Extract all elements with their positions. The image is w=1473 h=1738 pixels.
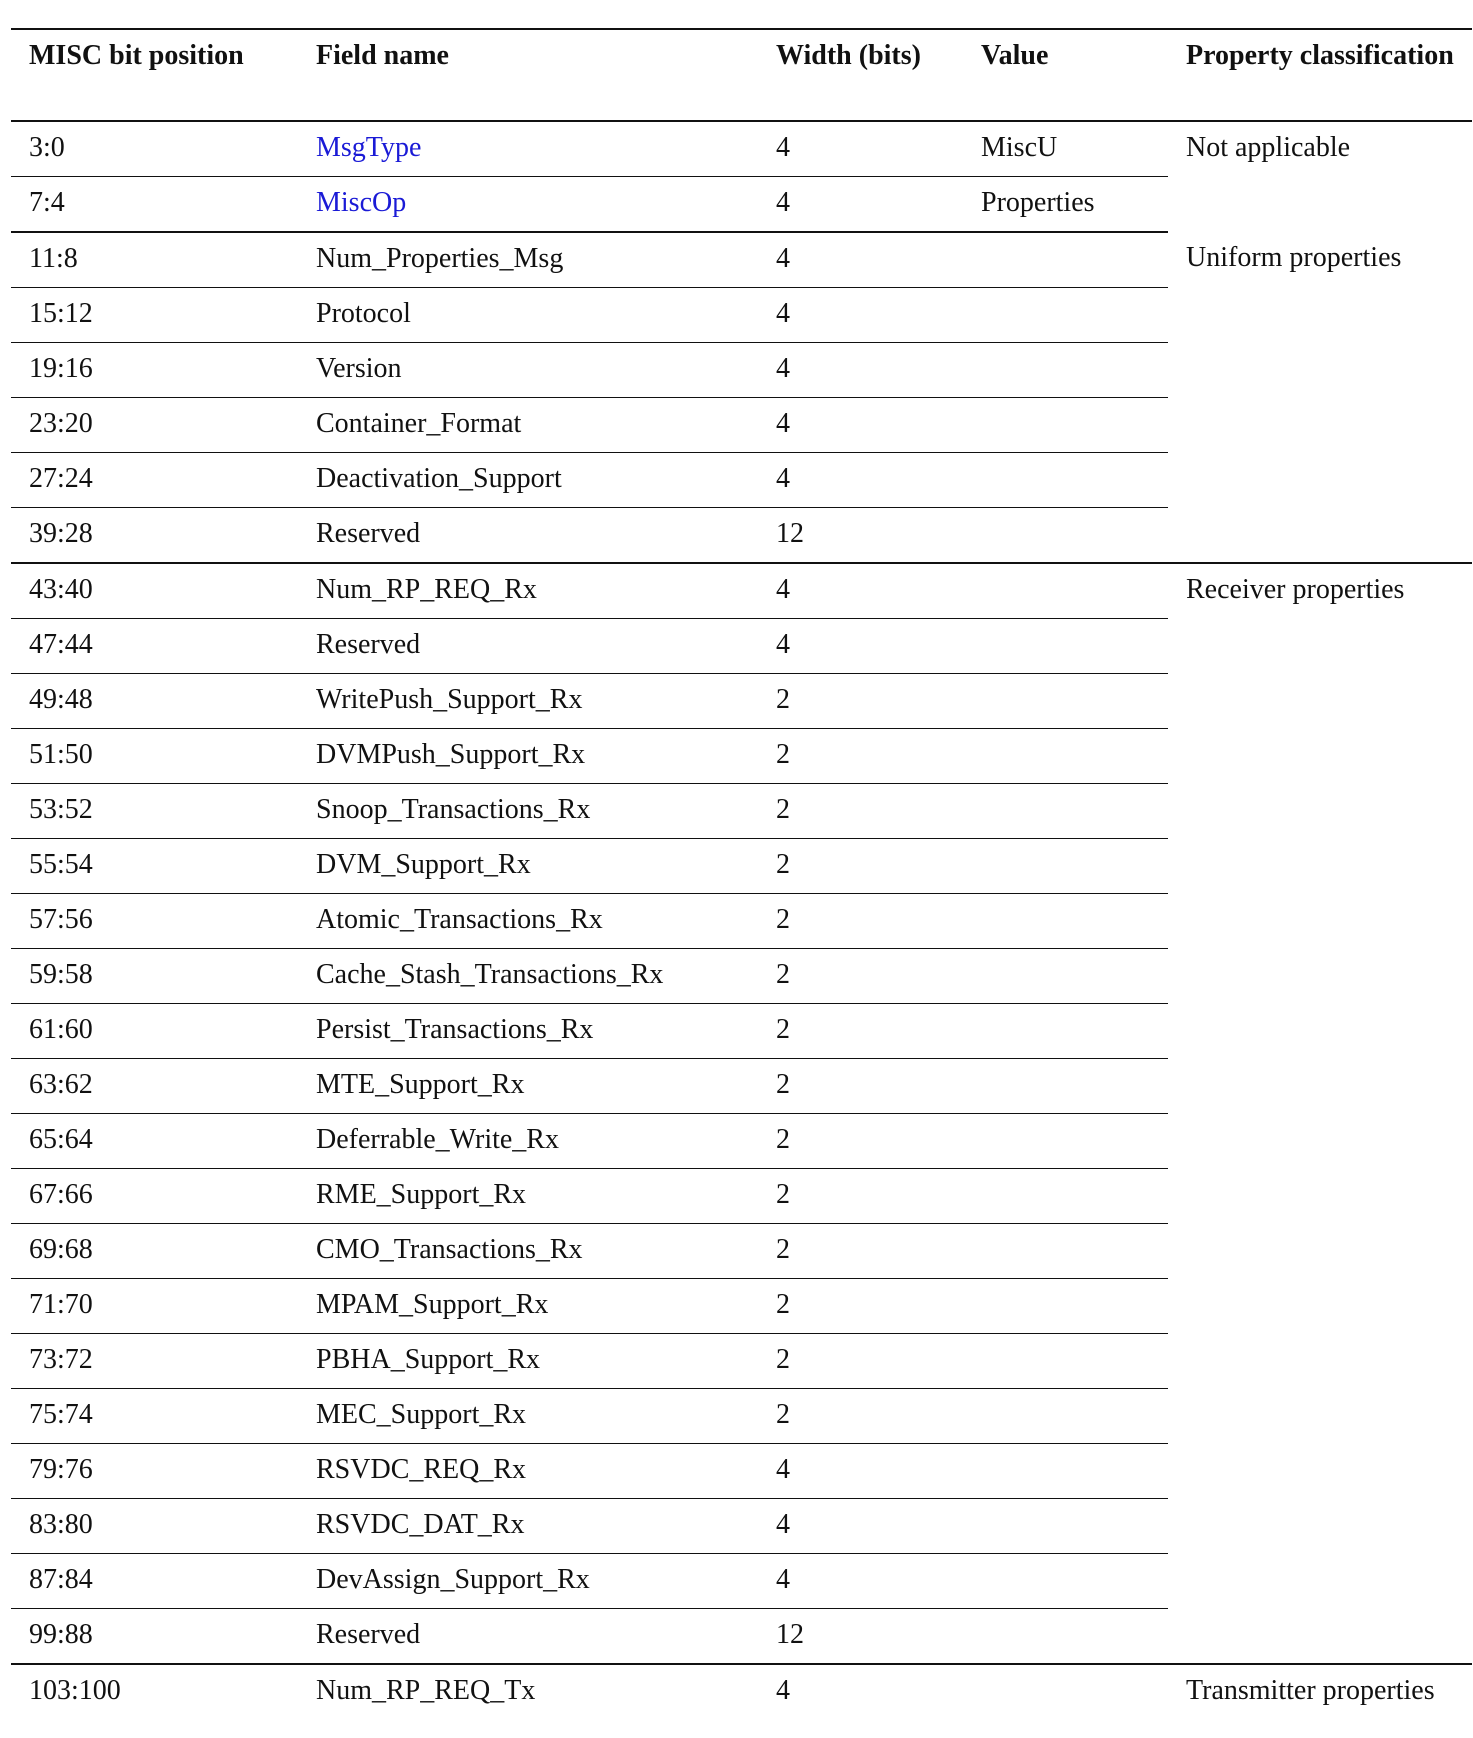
field-name-cell: Version bbox=[298, 343, 758, 398]
table-row bbox=[11, 232, 1472, 288]
field-name-cell: RME_Support_Rx bbox=[298, 1169, 758, 1224]
field-name-cell: Container_Format bbox=[298, 398, 758, 453]
value-cell bbox=[963, 1224, 1168, 1279]
header-classification: Property classification bbox=[1168, 29, 1472, 121]
value-cell bbox=[963, 1114, 1168, 1169]
width-cell: 4 bbox=[758, 232, 963, 288]
bit-position-cell: 47:44 bbox=[11, 619, 298, 674]
field-name-cell: Cache_Stash_Transactions_Rx bbox=[298, 949, 758, 1004]
field-name-cell: MTE_Support_Rx bbox=[298, 1059, 758, 1114]
value-cell bbox=[963, 343, 1168, 398]
bit-position-cell: 23:20 bbox=[11, 398, 298, 453]
field-name-cell: Num_Properties_Msg bbox=[298, 232, 758, 288]
width-cell: 4 bbox=[758, 343, 963, 398]
value-cell bbox=[963, 1334, 1168, 1389]
value-cell bbox=[963, 508, 1168, 564]
table-row bbox=[11, 121, 1472, 177]
value-cell bbox=[963, 563, 1168, 619]
value-cell bbox=[963, 398, 1168, 453]
field-name-cell: Reserved bbox=[298, 619, 758, 674]
bit-position-cell: 99:88 bbox=[11, 1609, 298, 1665]
field-name-cell: Reserved bbox=[298, 1609, 758, 1665]
value-cell bbox=[963, 619, 1168, 674]
field-name-cell: RSVDC_DAT_Rx bbox=[298, 1499, 758, 1554]
field-name-cell: Reserved bbox=[298, 508, 758, 564]
value-cell bbox=[963, 949, 1168, 1004]
width-cell: 4 bbox=[758, 121, 963, 177]
field-name-cell: DevAssign_Support_Rx bbox=[298, 1554, 758, 1609]
value-cell bbox=[963, 288, 1168, 343]
width-cell: 4 bbox=[758, 453, 963, 508]
width-cell: 2 bbox=[758, 1389, 963, 1444]
width-cell: 4 bbox=[758, 1444, 963, 1499]
value-cell bbox=[963, 1389, 1168, 1444]
width-cell: 4 bbox=[776, 1675, 790, 1706]
width-cell: 2 bbox=[758, 839, 963, 894]
width-cell: 2 bbox=[758, 1059, 963, 1114]
table-row bbox=[11, 563, 1472, 619]
value-cell bbox=[963, 729, 1168, 784]
field-name-cell: MPAM_Support_Rx bbox=[298, 1279, 758, 1334]
field-name-cell: Num_RP_REQ_Rx bbox=[298, 563, 758, 619]
field-name-cell: RSVDC_REQ_Rx bbox=[298, 1444, 758, 1499]
width-cell: 12 bbox=[758, 508, 963, 564]
width-cell: 12 bbox=[758, 1609, 963, 1665]
field-name-cell: MEC_Support_Rx bbox=[298, 1389, 758, 1444]
bit-position-cell: 7:4 bbox=[11, 177, 298, 233]
width-cell: 2 bbox=[758, 1334, 963, 1389]
table-header bbox=[11, 29, 1472, 121]
value-cell bbox=[963, 839, 1168, 894]
width-cell: 4 bbox=[758, 619, 963, 674]
field-name-cell: Num_RP_REQ_Tx bbox=[316, 1675, 536, 1706]
field-name-cell: DVM_Support_Rx bbox=[298, 839, 758, 894]
field-name-cell: WritePush_Support_Rx bbox=[298, 674, 758, 729]
value-cell bbox=[963, 1004, 1168, 1059]
width-cell: 4 bbox=[758, 1554, 963, 1609]
field-name-cell: PBHA_Support_Rx bbox=[298, 1334, 758, 1389]
value-cell bbox=[963, 1059, 1168, 1114]
width-cell: 4 bbox=[758, 563, 963, 619]
width-cell: 4 bbox=[758, 288, 963, 343]
width-cell: 2 bbox=[758, 1114, 963, 1169]
field-name-link[interactable]: MsgType bbox=[298, 121, 758, 177]
value-cell bbox=[963, 1609, 1168, 1665]
field-name-cell: Protocol bbox=[298, 288, 758, 343]
value-cell bbox=[963, 1499, 1168, 1554]
width-cell: 2 bbox=[758, 1004, 963, 1059]
width-cell: 2 bbox=[758, 1279, 963, 1334]
bit-position-cell: 43:40 bbox=[11, 563, 298, 619]
bit-position-cell: 71:70 bbox=[11, 1279, 298, 1334]
value-cell bbox=[963, 674, 1168, 729]
bit-position-cell: 79:76 bbox=[11, 1444, 298, 1499]
bit-position-cell: 69:68 bbox=[11, 1224, 298, 1279]
bit-position-cell: 19:16 bbox=[11, 343, 298, 398]
field-name-cell: CMO_Transactions_Rx bbox=[298, 1224, 758, 1279]
bit-position-cell: 59:58 bbox=[11, 949, 298, 1004]
value-cell: Properties bbox=[963, 177, 1168, 233]
width-cell: 2 bbox=[758, 729, 963, 784]
value-cell bbox=[963, 232, 1168, 288]
field-name-cell: Deferrable_Write_Rx bbox=[298, 1114, 758, 1169]
width-cell: 4 bbox=[758, 1499, 963, 1554]
classification-cell: Not applicable bbox=[1186, 132, 1351, 163]
value-cell bbox=[963, 453, 1168, 508]
table-body bbox=[11, 121, 1472, 1738]
header-field-name: Field name bbox=[298, 29, 758, 121]
width-cell: 2 bbox=[758, 1169, 963, 1224]
field-name-cell: Atomic_Transactions_Rx bbox=[298, 894, 758, 949]
bit-position-cell: 73:72 bbox=[11, 1334, 298, 1389]
value-cell bbox=[963, 1664, 1168, 1738]
width-cell: 4 bbox=[758, 177, 963, 233]
width-cell: 2 bbox=[758, 949, 963, 1004]
classification-cell: Receiver properties bbox=[1168, 563, 1472, 1664]
value-cell bbox=[963, 784, 1168, 839]
bit-position-cell: 55:54 bbox=[11, 839, 298, 894]
width-cell: 2 bbox=[758, 784, 963, 839]
misc-properties-table bbox=[11, 28, 1472, 1738]
field-name-cell: Snoop_Transactions_Rx bbox=[298, 784, 758, 839]
bit-position-cell: 27:24 bbox=[11, 453, 298, 508]
width-cell: 2 bbox=[758, 1224, 963, 1279]
table-row bbox=[11, 1664, 1472, 1738]
value-cell: MiscU bbox=[963, 121, 1168, 177]
bit-position-cell: 57:56 bbox=[11, 894, 298, 949]
width-cell: 4 bbox=[758, 398, 963, 453]
header-bit-position: MISC bit position bbox=[11, 29, 298, 121]
width-cell: 2 bbox=[758, 674, 963, 729]
bit-position-cell: 75:74 bbox=[11, 1389, 298, 1444]
bit-position-cell: 83:80 bbox=[11, 1499, 298, 1554]
classification-cell: Transmitter properties bbox=[1186, 1675, 1435, 1706]
value-cell bbox=[963, 1554, 1168, 1609]
value-cell bbox=[963, 1279, 1168, 1334]
bit-position-cell: 61:60 bbox=[11, 1004, 298, 1059]
bit-position-cell: 87:84 bbox=[11, 1554, 298, 1609]
bit-position-cell: 49:48 bbox=[11, 674, 298, 729]
width-cell: 2 bbox=[758, 894, 963, 949]
value-cell bbox=[963, 1169, 1168, 1224]
header-width: Width (bits) bbox=[758, 29, 963, 121]
field-name-cell: Persist_Transactions_Rx bbox=[298, 1004, 758, 1059]
bit-position-cell: 51:50 bbox=[11, 729, 298, 784]
field-name-link[interactable]: MiscOp bbox=[298, 177, 758, 233]
bit-position-cell: 11:8 bbox=[11, 232, 298, 288]
field-name-cell: Deactivation_Support bbox=[298, 453, 758, 508]
bit-position-cell: 103:100 bbox=[29, 1675, 121, 1706]
header-value: Value bbox=[963, 29, 1168, 121]
value-cell bbox=[963, 1444, 1168, 1499]
bit-position-cell: 65:64 bbox=[11, 1114, 298, 1169]
bit-position-cell: 53:52 bbox=[11, 784, 298, 839]
value-cell bbox=[963, 894, 1168, 949]
bit-position-cell: 63:62 bbox=[11, 1059, 298, 1114]
bit-position-cell: 15:12 bbox=[11, 288, 298, 343]
bit-position-cell: 3:0 bbox=[11, 121, 298, 177]
classification-cell: Uniform properties bbox=[1168, 232, 1472, 563]
field-name-cell: DVMPush_Support_Rx bbox=[298, 729, 758, 784]
bit-position-cell: 67:66 bbox=[11, 1169, 298, 1224]
header-row bbox=[11, 29, 1472, 121]
bit-position-cell: 39:28 bbox=[11, 508, 298, 564]
